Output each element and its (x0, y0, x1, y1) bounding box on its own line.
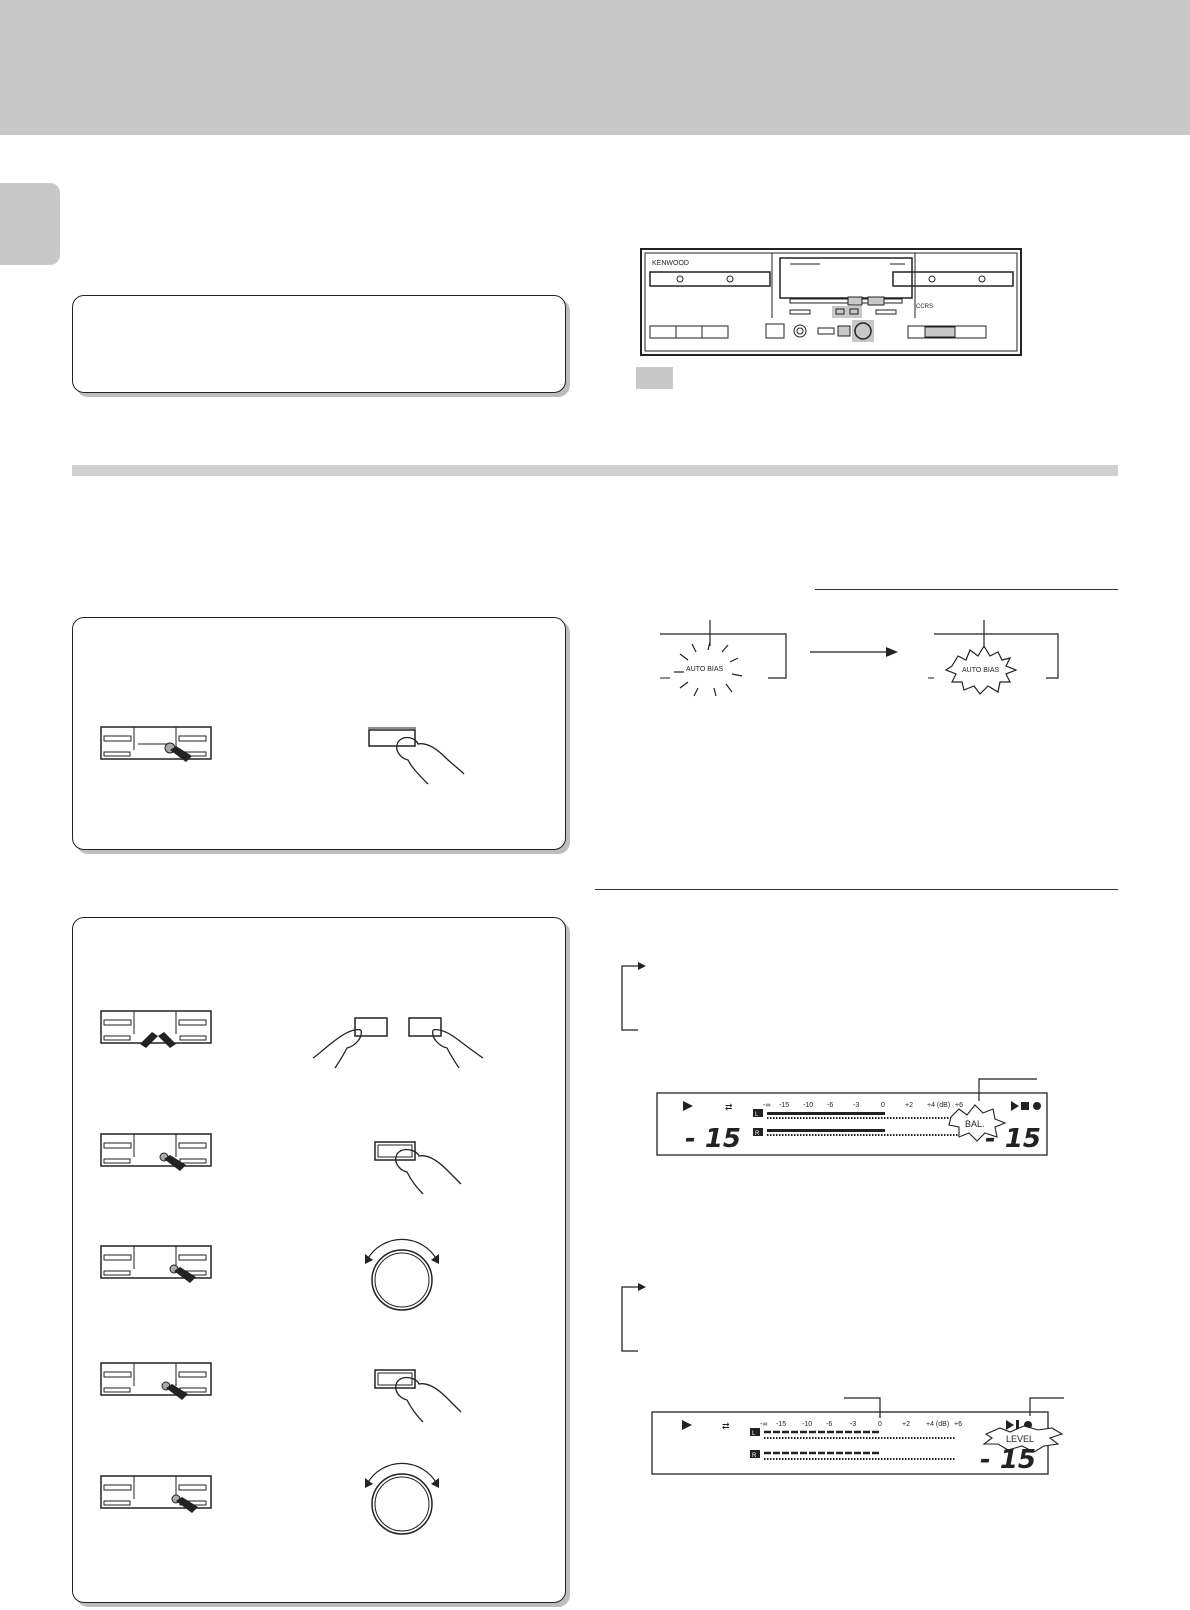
scale-tick: +4 (dB) (927, 1102, 951, 1109)
channel-left: L (752, 1431, 756, 1437)
level-display (650, 1360, 1070, 1484)
scale-tick: -6 (826, 1421, 833, 1428)
step-panel-2 (72, 917, 566, 1603)
scale-tick: 0 (878, 1421, 882, 1428)
hand-press-button-icon (373, 1140, 463, 1196)
scale-tick: -3 (850, 1421, 857, 1428)
cassette-deck-front-icon (100, 1362, 212, 1402)
repeat-bracket-2 (616, 1281, 640, 1353)
scale-tick: -6 (827, 1102, 834, 1109)
readout-right: - 15 (985, 1124, 1042, 1154)
note-panel (72, 295, 566, 393)
auto-bias-diagram (658, 612, 1058, 692)
cassette-deck-front-icon (640, 248, 1022, 356)
hand-press-button-icon (368, 728, 468, 786)
side-tab (0, 183, 60, 265)
auto-bias-label-blink: AUTO BIAS (686, 666, 724, 673)
scale-tick: +6 (954, 1421, 962, 1428)
scale-tick: -∞ (760, 1421, 768, 1428)
scale-tick: -10 (803, 1102, 814, 1109)
auto-bias-label-lit: AUTO BIAS (962, 667, 1000, 674)
scale-tick: +2 (902, 1421, 910, 1428)
scale-tick: -15 (776, 1421, 787, 1428)
scale-tick: -3 (853, 1102, 860, 1109)
readout-left: - 15 (685, 1124, 742, 1154)
readout-level: - 15 (980, 1445, 1037, 1475)
highlight-legend-swatch (636, 367, 673, 389)
repeat-indicator: ⇄ (722, 1421, 730, 1431)
scale-tick: -10 (802, 1421, 813, 1428)
scale-tick: +4 (dB) (926, 1421, 950, 1428)
hand-press-button-icon (373, 1368, 463, 1424)
repeat-bracket-1 (616, 960, 640, 1032)
brand-label: KENWOOD (652, 260, 689, 267)
subsection-rule-2 (595, 889, 1118, 890)
ccrs-logo-text: CCRS (916, 304, 934, 310)
scale-tick: +6 (955, 1102, 963, 1109)
scale-tick: 0 (881, 1102, 885, 1109)
repeat-indicator: ⇄ (725, 1102, 733, 1112)
rotary-knob-icon (359, 1458, 445, 1544)
cassette-deck-front-icon (100, 1133, 212, 1173)
channel-right: R (752, 1453, 757, 1459)
hand-press-button-icon (313, 1016, 493, 1072)
cassette-deck-front-icon (100, 1475, 212, 1515)
scale-tick: +2 (905, 1102, 913, 1109)
cassette-deck-front-icon (100, 1010, 212, 1050)
scale-tick: -15 (779, 1102, 790, 1109)
channel-right: R (755, 1131, 760, 1137)
rotary-knob-icon (359, 1234, 445, 1320)
step-panel-1 (72, 617, 566, 850)
cassette-deck-front-icon (100, 1245, 212, 1285)
scale-tick: -∞ (763, 1102, 771, 1109)
header-band (0, 0, 1190, 135)
section-rule (72, 465, 1118, 476)
cassette-deck-front-icon (100, 726, 212, 764)
level-label: LEVEL (1006, 1434, 1035, 1444)
bal-label: BAL. (965, 1119, 985, 1129)
subsection-rule-1 (815, 589, 1118, 590)
bal-display (655, 1065, 1055, 1165)
channel-left: L (755, 1112, 759, 1118)
